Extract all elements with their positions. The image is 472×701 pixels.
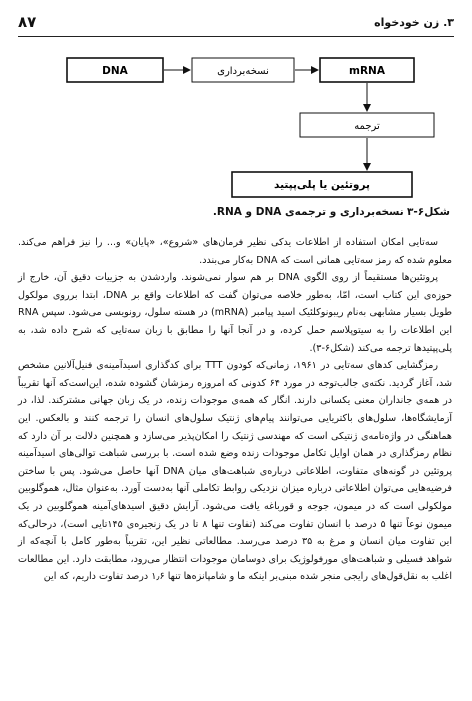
- translation-label: ترجمه: [354, 121, 380, 132]
- protein-label: پروتئین یا پلی‌پپتید: [274, 179, 370, 191]
- paragraph: سه‌تایی امکان استفاده از اطلاعات یدکی نظیر فرمان‌های «شروع»، «پایان» و... را نیز فراهم می‌کند. معلوم شده که رمز سه‌تایی همانی است که DNA به‌کار می‌بندد.: [18, 237, 452, 266]
- page-number: ۸۷: [18, 13, 37, 31]
- dna-label: DNA: [102, 65, 128, 77]
- transcription-translation-diagram: [0, 0, 472, 205]
- running-title: ۳. زن خودخواه: [374, 15, 454, 29]
- figure-caption: [18, 206, 450, 218]
- caption-text: نسخه‌برداری و ترجمه‌ی DNA و RNA.: [212, 206, 404, 218]
- transcription-label: نسخه‌برداری: [217, 66, 269, 77]
- caption-label: شکل۶-۳: [406, 206, 450, 218]
- paragraph: رمزگشایی کدهای سه‌تایی در ۱۹۶۱، زمانی‌که کودون TTT برای کدگذاری اسیدآمینه‌ی فنیل‌آلانین مشخص شد، آغاز گردید. نکته‌ی جالب‌توجه در مورد ۶۴ کدونی که امروزه رمزشان گشوده شده، این‌است‌که آنها تقریباً در همه‌ی جانداران معنی یکسانی دارند. انگار که همه‌ی موجودات زنده، در یک زبان جهانی مشترکند. لذا، در آزمایشگاه‌ها، سلول‌های باکتریایی می‌توانند پیام‌های ژنتیک سلول‌های انسان را ترجمه کنند و بالعکس. این هماهنگی در واژه‌نامه‌ی ژنتیکی است که مهندسی ژنتیک را امکان‌پذیر می‌سازد و همچنین دلالت بر آن دارد که نظام رمزگذاری در همان اوایل تکامل موجودات زنده وضع شده است. با بررسی شباهت توالی‌های اسیدآمینه پروتئین در گونه‌های متفاوت، اطلاعاتی درباره‌ی شباهت‌های میان DNA آنها حاصل می‌شود. پس با ساختن فرضیه‌هایی می‌توان اطلاعاتی درباره میزان نزدیکی روابط تکاملی آنها به‌دست آورد. به‌عنوان مثال، هموگلوبین مولکولی است که در میمون، جوجه و قورباغه یافت می‌شود. آرایش دقیق اسیدهای‌آمینه هموگلوبین در یک میمون نوعاً تنها ۵ درصد با انسان تفاوت می‌کند (تفاوت تنها ۸ تا در یک زنجیره‌ی ۱۴۵تایی است)، درحالی‌که این تفاوت میان انسان و مرغ به ۳۵ درصد می‌رسد. مطالعاتی نظیر این، تقریباً به‌طور کامل با آنچه‌که از شواهد فسیلی و شباهت‌های مورفولوژیک برای دوسامان موجودات انتظار می‌رود، مطابقت دارد. این مطالعات اغلب به نقل‌قول‌های رایجی منجر شده مبنی‌بر اینکه ما و شامپانزه‌ها تنها ۱٫۶ درصد تفاوت داریم، که این: [18, 360, 453, 583]
- paragraph: پروتئین‌ها مستقیماً از روی الگوی DNA بر هم سوار نمی‌شوند. واردشدن به جزییات دقیق آن، خارج از حوزه‌ی این کتاب است، امّا، به‌طور خلاصه می‌توان گفت که اطلاعات واقع بر DNA، ابتدا برروی مولکول طویل بسیار مشابهی به‌نام ریبونوکلئیک اسید پیامبر (mRNA) در هسته سلول، رونویسی می‌شود. سپس RNA این اطلاعات را به سیتوپلاسم حمل کرده، و در آنجا آنها را مطابق با زبان سه‌تایی که شرح داده شد، به پلی‌پپتیدها ترجمه می‌کند (شکل۶-۳).: [18, 272, 452, 354]
- body-text: [18, 234, 452, 586]
- mrna-label: mRNA: [349, 65, 385, 77]
